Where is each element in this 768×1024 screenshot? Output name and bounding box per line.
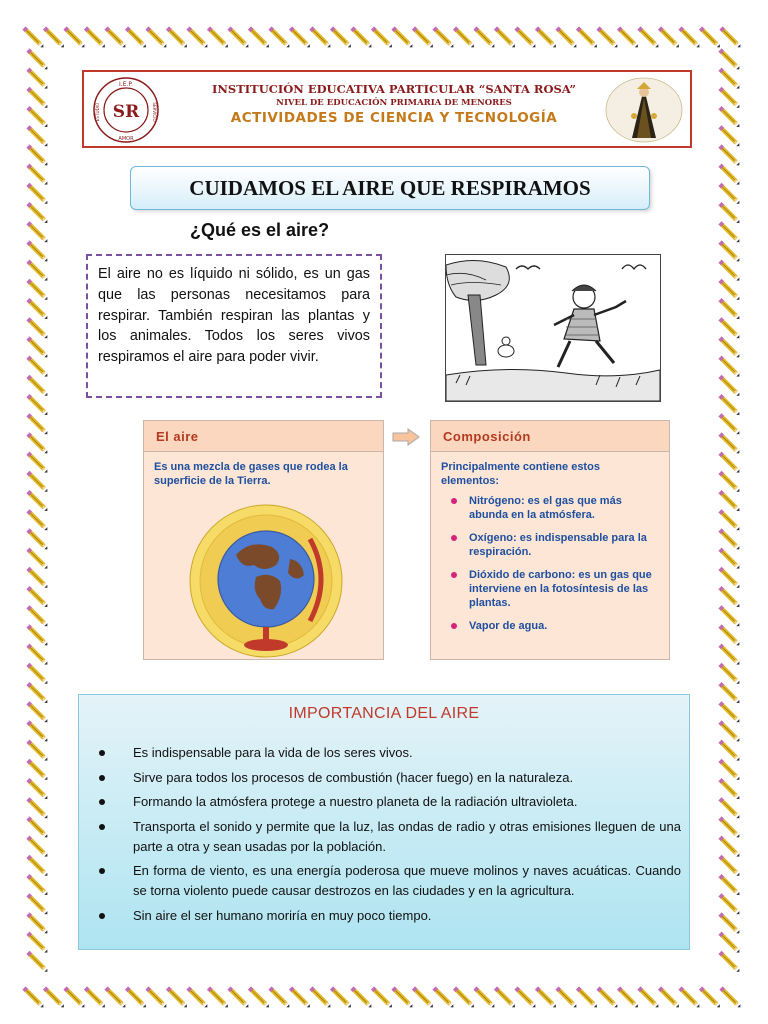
importance-item-text: Es indispensable para la vida de los seres vivos. [133,745,413,760]
pencil-icon [720,492,739,511]
pencil-icon [720,184,739,203]
composition-item-text: Oxígeno: es indispensable para la respiración. [469,532,647,558]
pencil-icon [28,472,47,491]
pencil-icon [720,472,739,491]
pencil-icon [28,530,47,549]
pencil-icon [250,28,269,47]
importance-item [97,817,681,857]
pencil-icon [680,988,699,1007]
pencil-icon [28,914,47,933]
pencil-icon [720,242,739,261]
bullet-icon [99,750,105,756]
pencil-icon [352,988,371,1007]
pencil-icon [28,837,47,856]
pencil-icon [28,645,47,664]
logo-left-text: ESTUDIO [95,102,100,122]
definition-text: El aire no es líquido ni sólido, es un gas que las personas necesitamos para respirar. También respiran las plantas y los animales. Todos los seres vivos respiramos el aire para poder vivir. [98,266,370,366]
pencil-icon [28,799,47,818]
pencil-icon [720,703,739,722]
importance-item-text: Sin aire el ser humano moriría en muy poco tiempo. [133,907,432,923]
composition-item-text: Dióxido de carbono: es un gas que interviene en la fotosíntesis de las plantas. [469,569,652,609]
pencil-icon [720,146,739,165]
bullet-icon [451,623,457,629]
pencil-icon [28,952,47,971]
pencil-icon [598,28,617,47]
pencil-icon [28,626,47,645]
bullet-icon [99,868,105,874]
pencil-icon [373,988,392,1007]
pencil-icon [28,453,47,472]
pencil-icon [720,760,739,779]
pencil-icon [229,28,248,47]
bullet-icon [99,799,105,805]
pencil-icon [720,338,739,357]
pencil-icon [106,988,125,1007]
pencil-icon [720,626,739,645]
pencil-icon [720,837,739,856]
pencil-icon [720,69,739,88]
bullet-icon [99,775,105,781]
pencil-icon [209,988,228,1007]
pencil-icon [24,988,43,1007]
school-header [82,70,692,148]
pencil-icon [28,108,47,127]
pencil-icon [45,28,64,47]
pencil-icon [188,28,207,47]
pencil-icon [28,856,47,875]
pencil-icon [28,88,47,107]
pencil-icon [28,895,47,914]
pencil-icon [28,376,47,395]
pencil-icon [720,607,739,626]
importance-item-text: Formando la atmósfera protege a nuestro planeta de la radiación ultravioleta. [133,794,578,809]
pencil-icon [537,988,556,1007]
pencil-icon [28,300,47,319]
pencil-icon [557,28,576,47]
pencil-icon [720,204,739,223]
importance-title: IMPORTANCIA DEL AIRE [288,705,480,722]
pencil-icon [720,876,739,895]
pencil-icon [28,396,47,415]
pencil-icon [127,28,146,47]
pencil-icon [720,741,739,760]
pencil-icon [28,50,47,69]
logo-initials: SR [112,102,140,122]
pencil-icon [455,988,474,1007]
pencil-icon [660,28,679,47]
pencil-icon [28,223,47,242]
pencil-icon [373,28,392,47]
pencil-icon [720,223,739,242]
pencil-icon [28,127,47,146]
air-panel-text: Es una mezcla de gases que rodea la superficie de la Tierra. [154,461,348,487]
pencil-icon [720,530,739,549]
pencil-icon [332,28,351,47]
pencil-icon [65,28,84,47]
importance-item-text: Transporta el sonido y permite que la luz, las ondas de radio y otras emisiones lleguen de una parte a otra y sean usadas por la población. [133,818,681,854]
pencil-icon [28,204,47,223]
pencil-icon [311,28,330,47]
importance-item [97,792,681,812]
pencil-icon [660,988,679,1007]
air-panel-title: El aire [144,421,383,452]
pencil-icon [475,28,494,47]
pencil-icon [28,588,47,607]
pencil-icon [28,69,47,88]
pencil-icon [106,28,125,47]
importance-item-text: En forma de viento, es una energía poderosa que mueve molinos y naves acuáticas. Cuando se torna violento puede causar destrozos en las ciudades y en la agricultura. [133,863,681,898]
pencil-icon [28,165,47,184]
pencil-icon [414,28,433,47]
pencil-icon [24,28,43,47]
arrow-right-icon [392,428,420,446]
pencil-icon [28,549,47,568]
bullet-icon [99,913,105,919]
pencil-icon [28,242,47,261]
pencil-icon [28,818,47,837]
pencil-icon [720,933,739,952]
composition-item [451,619,659,633]
air-definition-panel [143,420,384,660]
importance-item [97,906,681,926]
pencil-icon [86,988,105,1007]
pencil-icon [28,146,47,165]
pencil-icon [229,988,248,1007]
pencil-icon [720,818,739,837]
pencil-icon [28,492,47,511]
logo-top-text: I.E.P. [119,81,133,88]
pencil-icon [720,50,739,69]
pencil-icon [65,988,84,1007]
pencil-icon [291,28,310,47]
pencil-icon [619,28,638,47]
pencil-icon [86,28,105,47]
pencil-icon [28,876,47,895]
importance-item [97,768,681,788]
pencil-icon [28,184,47,203]
pencil-icon [414,988,433,1007]
pencil-icon [28,568,47,587]
bullet-icon [451,535,457,541]
pencil-icon [28,933,47,952]
lesson-title: CUIDAMOS EL AIRE QUE RESPIRAMOS [189,175,591,200]
pencil-icon [557,988,576,1007]
pencil-icon [720,434,739,453]
pencil-icon [516,988,535,1007]
globe-icon [180,499,350,659]
composition-list [441,494,659,633]
pencil-icon [28,741,47,760]
bullet-icon [99,824,105,830]
pencil-icon [578,28,597,47]
importance-item-text: Sirve para todos los procesos de combustión (hacer fuego) en la naturaleza. [133,769,574,785]
pencil-icon [28,261,47,280]
pencil-icon [311,988,330,1007]
importance-item [97,861,681,901]
pencil-icon [475,988,494,1007]
school-logo [92,76,160,144]
pencil-icon [721,988,740,1007]
pencil-icon [270,28,289,47]
pencil-icon [619,988,638,1007]
pencil-icon [28,607,47,626]
pencil-icon [720,511,739,530]
definition-box [86,254,382,398]
pencil-icon [28,434,47,453]
pencil-icon [720,415,739,434]
pencil-icon [720,549,739,568]
pencil-icon [720,300,739,319]
pencil-icon [393,28,412,47]
pencil-icon [434,988,453,1007]
pencil-icon [28,780,47,799]
importance-list [97,743,681,930]
bullet-icon [451,498,457,504]
pencil-icon [720,856,739,875]
pencil-icon [28,280,47,299]
pencil-icon [720,280,739,299]
santa-rosa-image [604,76,684,144]
importance-box [78,694,690,950]
pencil-icon [720,568,739,587]
pencil-icon [127,988,146,1007]
composition-item-text: Nitrógeno: es el gas que más abunda en la atmósfera. [469,495,622,521]
pencil-icon [720,396,739,415]
pencil-icon [434,28,453,47]
composition-panel-title: Composición [431,421,669,452]
logo-right-text: SERVICIO [152,102,157,122]
pencil-icon [578,988,597,1007]
pencil-icon [270,988,289,1007]
pencil-icon [598,988,617,1007]
composition-item [451,531,659,559]
pencil-icon [720,799,739,818]
pencil-icon [720,914,739,933]
pencil-icon [209,28,228,47]
pencil-icon [28,760,47,779]
pencil-icon [250,988,269,1007]
pencil-icon [28,722,47,741]
pencil-icon [496,28,515,47]
school-level: NIVEL DE EDUCACIÓN PRIMARIA DE MENORES [276,98,512,108]
pencil-icon [701,28,720,47]
pencil-icon [516,28,535,47]
pencil-icon [147,988,166,1007]
pencil-icon [28,703,47,722]
composition-item [451,494,659,522]
pencil-icon [28,664,47,683]
importance-item [97,743,681,763]
pencil-icon [720,261,739,280]
pencil-icon [28,415,47,434]
pencil-icon [168,988,187,1007]
pencil-icon [721,28,740,47]
pencil-icon [701,988,720,1007]
pencil-icon [639,988,658,1007]
subject-title: ACTIVIDADES DE CIENCIA Y TECNOLOGÍA [230,110,558,126]
pencil-icon [188,988,207,1007]
pencil-icon [720,319,739,338]
pencil-icon [720,664,739,683]
pencil-icon [720,588,739,607]
pencil-icon [720,645,739,664]
pencil-icon [393,988,412,1007]
pencil-icon [720,684,739,703]
logo-bottom-text: AMOR [118,136,134,142]
pencil-icon [720,88,739,107]
pencil-icon [680,28,699,47]
pencil-icon [720,108,739,127]
pencil-icon [352,28,371,47]
pencil-icon [28,511,47,530]
pencil-icon [720,780,739,799]
pencil-icon [639,28,658,47]
pencil-icon [720,895,739,914]
pencil-icon [537,28,556,47]
composition-panel [430,420,670,660]
pencil-icon [291,988,310,1007]
pencil-icon [28,319,47,338]
pencil-icon [720,453,739,472]
pencil-icon [496,988,515,1007]
pencil-icon [455,28,474,47]
school-name: INSTITUCIÓN EDUCATIVA PARTICULAR “SANTA ROSA” [212,82,576,96]
composition-item [451,568,659,610]
bullet-icon [451,572,457,578]
section-question: ¿Qué es el aire? [190,220,330,240]
pencil-icon [720,127,739,146]
pencil-icon [45,988,64,1007]
pencil-icon [720,376,739,395]
pencil-icon [720,952,739,971]
composition-intro: Principalmente contiene estos elementos: [441,461,600,487]
pencil-icon [28,338,47,357]
pencil-icon [147,28,166,47]
pencil-icon [28,684,47,703]
pencil-icon [720,722,739,741]
pencil-icon [720,357,739,376]
pencil-icon [720,165,739,184]
pencil-icon [332,988,351,1007]
child-playing-outdoors-illustration [445,254,661,402]
pencil-icon [168,28,187,47]
pencil-icon [28,357,47,376]
lesson-title-banner [130,166,650,210]
composition-item-text: Vapor de agua. [469,620,548,632]
